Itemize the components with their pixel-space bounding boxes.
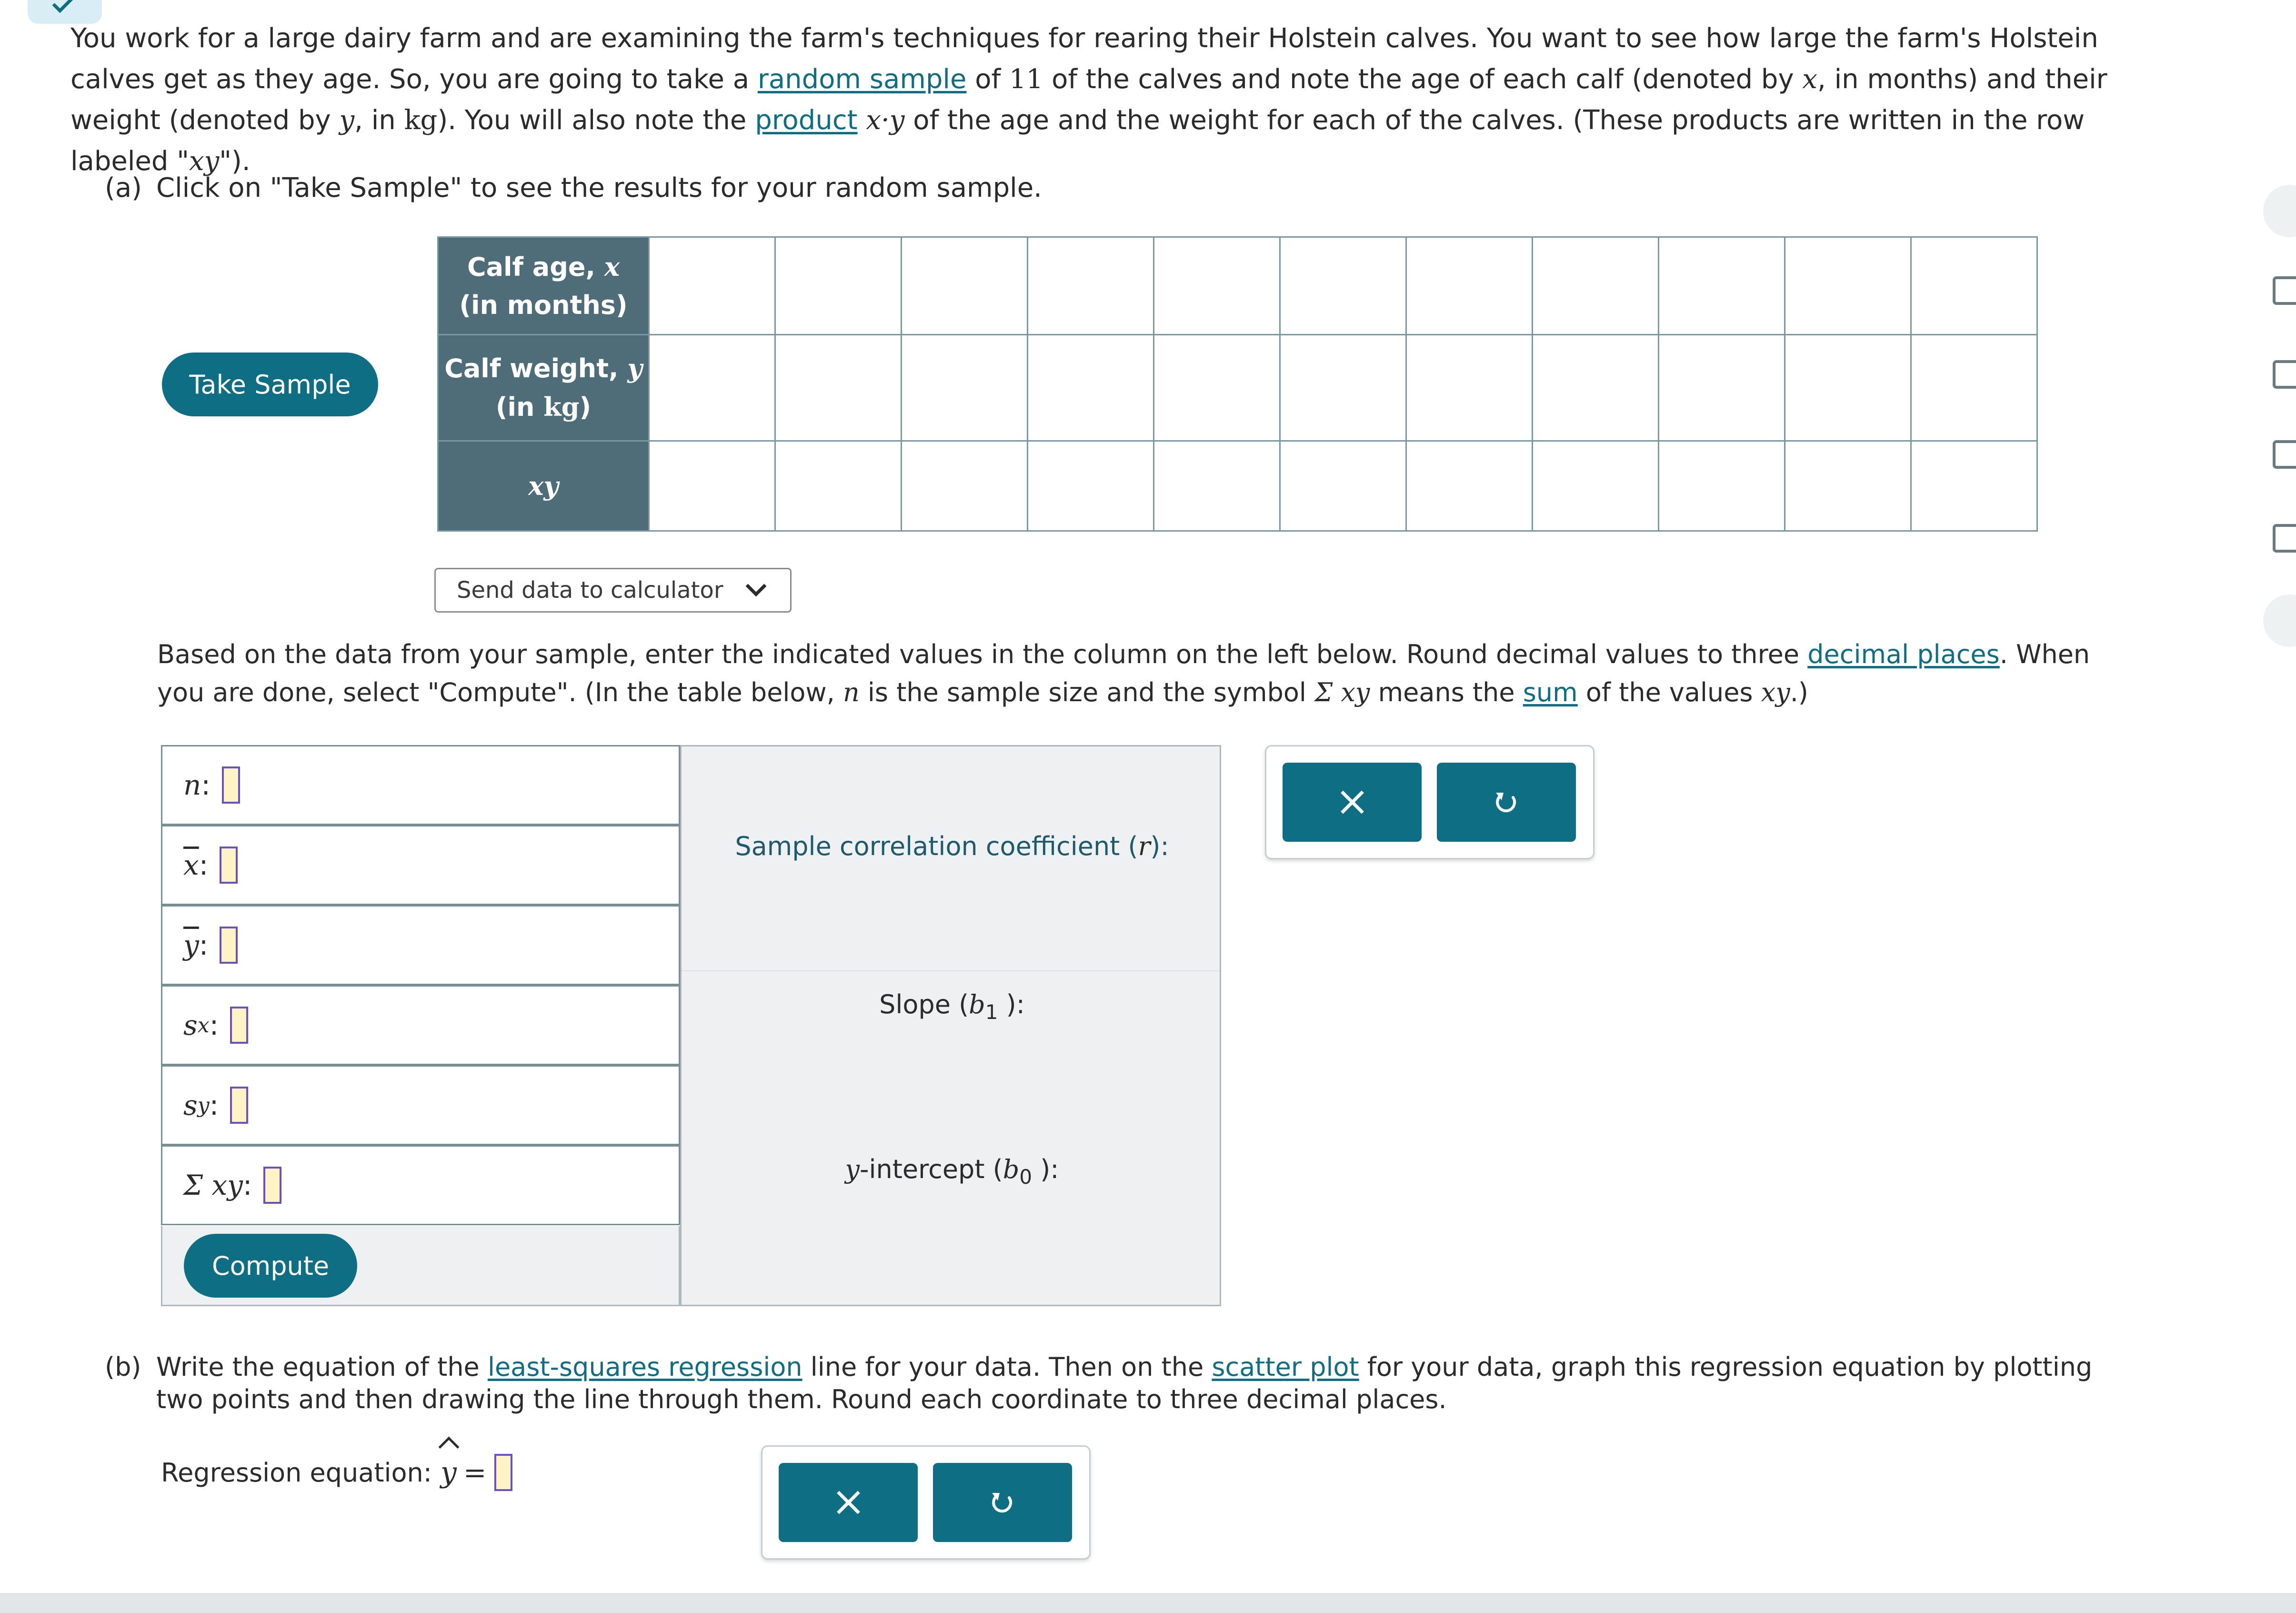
undo-button[interactable] [933,1463,1072,1542]
divider [682,970,1220,971]
message-icon[interactable] [2263,595,2296,647]
bottom-bar [0,1593,2296,1613]
scatter-plot-link[interactable]: scatter plot [1212,1352,1359,1382]
age-cell [649,237,775,335]
age-cell [1533,237,1659,335]
weight-cell [1785,335,1911,441]
book-icon[interactable] [2273,440,2296,469]
stat-row-xbar: $\overline{x}$ : [161,825,680,905]
slope-label: Slope ($b_1$ ): [879,989,1025,1024]
age-cell [1785,237,1911,335]
regression-equation: Regression equation: y = [161,1454,512,1491]
xy-cell [1785,441,1911,531]
stat-row-sum-xy: Σ xy : [161,1145,680,1225]
age-cell [902,237,1028,335]
xy-cell [902,441,1028,531]
age-cell [1406,237,1533,335]
sum-link[interactable]: sum [1523,677,1578,707]
age-cell [1911,237,2037,335]
xy-cell [1533,441,1659,531]
age-cell [1280,237,1406,335]
undo-button[interactable] [1437,763,1576,842]
xy-cell [775,441,902,531]
close-icon [836,1491,860,1514]
problem-intro: You work for a large dairy farm and are examining the farm's techniques for rearing their Holstein calves. You want to see how large the farm's Holstein calves get as they age. So, you are going to take a random sample of 11 of the calves and note the age of each calf (denoted by x, in months) and their weight (denoted by y, in kg). You will also note the product x·y of the age and the weight for each of the calves. (These products are written in the row labeled "xy"). [70,23,2107,177]
xbar-input[interactable] [220,847,238,884]
weight-cell [775,335,902,441]
y-hat: y [441,1456,457,1489]
close-icon [1340,790,1364,814]
xy-cell [1659,441,1785,531]
stats-action-box [1265,745,1594,859]
weight-cell [1911,335,2037,441]
take-sample-button[interactable]: Take Sample [162,353,378,416]
intercept-label: y-intercept ($b_0$ ): [845,1154,1059,1189]
weight-cell [1406,335,1533,441]
weight-cell [902,335,1028,441]
weight-cell [649,335,775,441]
weight-cell [1154,335,1280,441]
chevron-down-icon [746,576,767,597]
sy-input[interactable] [230,1087,248,1124]
weight-cell [1280,335,1406,441]
xy-cell [649,441,775,531]
least-squares-regression-link[interactable]: least-squares regression [487,1352,802,1382]
age-cell [775,237,902,335]
compute-instructions: Based on the data from your sample, enter the indicated values in the column on the left below. Round decimal values to three decimal places. When you are done, select "Compute". (In the table below, n is the sample size and the symbol Σ xy means the sum of the values xy.) [157,639,2090,707]
product-link[interactable]: product [755,105,858,136]
send-data-label: Send data to calculator [457,577,723,604]
ybar-input[interactable] [220,927,238,964]
xy-cell [1028,441,1154,531]
xy-cell [1280,441,1406,531]
calculator-icon[interactable] [2273,276,2296,305]
part-a-instruction: (a) Click on "Take Sample" to see the results for your random sample. [105,172,1042,203]
sample-data-table [437,236,2038,532]
clear-button[interactable] [1283,763,1422,842]
age-cell [1028,237,1154,335]
sx-input[interactable] [230,1007,248,1044]
clear-button[interactable] [779,1463,918,1542]
weight-cell [1028,335,1154,441]
n-input[interactable] [222,766,240,804]
xy-cell [1911,441,2037,531]
age-cell [1659,237,1785,335]
age-cell [1154,237,1280,335]
stat-row-sy: s y : [161,1065,680,1145]
weight-cell [1659,335,1785,441]
correlation-label: Sample correlation coefficient (r): [735,831,1169,861]
video-icon[interactable] [2273,360,2296,389]
weight-cell [1533,335,1659,441]
help-icon[interactable] [2263,185,2296,237]
stat-row-sx: s x : [161,985,680,1065]
random-sample-link[interactable]: random sample [757,64,967,95]
undo-icon [1492,788,1521,817]
compute-button[interactable]: Compute [184,1234,357,1298]
send-data-dropdown[interactable] [434,568,792,613]
text-icon[interactable] [2273,524,2296,553]
part-b-instruction: (b) Write the equation of the least-squares regression line for your data. Then on the scatter plot for your data, graph this regression equation by plotting two points and then drawing the line through them. Round each coordinate to three decimal places. [105,1352,2093,1414]
calf-weight-header: Calf weight, y (in kg) [438,335,649,441]
calf-age-header: Calf age, x (in months) [438,237,649,335]
stat-row-ybar: $\overline{y}$ : [161,905,680,985]
undo-icon [988,1488,1017,1517]
sum-xy-input[interactable] [263,1167,281,1204]
regression-input[interactable] [494,1454,512,1491]
xy-cell [1154,441,1280,531]
regression-action-box [761,1445,1091,1560]
xy-header: xy [438,441,649,531]
results-panel [680,745,1221,1306]
stat-row-n: n : [161,745,680,825]
xy-cell [1406,441,1533,531]
decimal-places-link[interactable]: decimal places [1807,639,2000,669]
